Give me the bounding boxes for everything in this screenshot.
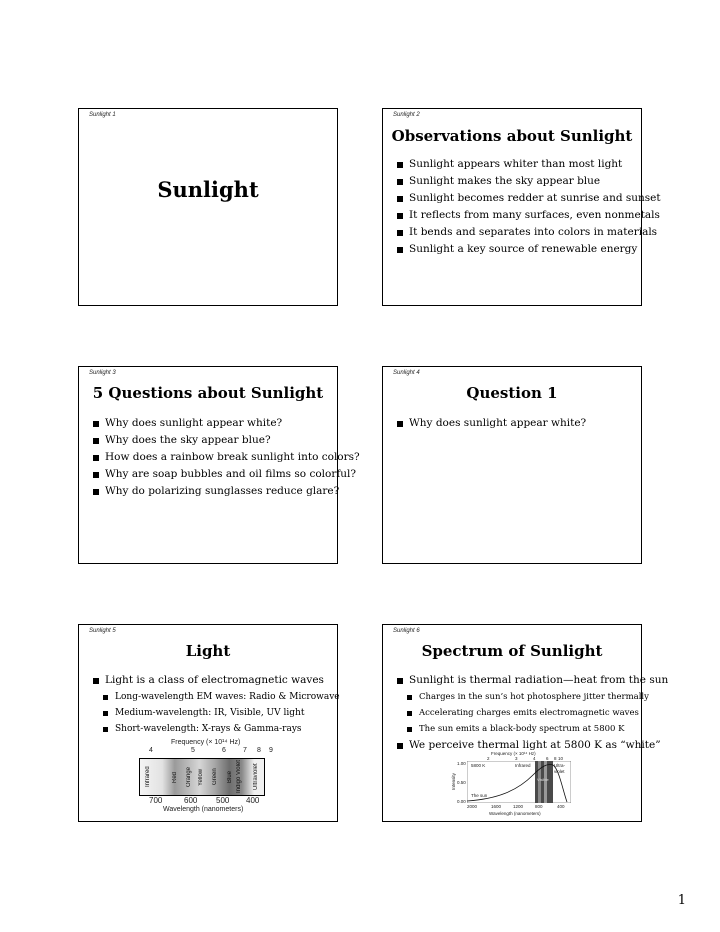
wl-tick: 700: [149, 796, 163, 805]
sun-label: The sun: [471, 793, 488, 798]
sub-list-item: Long-wavelength EM waves: Radio & Microwave: [93, 689, 340, 705]
freq-tick: 2: [487, 756, 490, 761]
wl-tick: 500: [216, 796, 230, 805]
frequency-label: Frequency (× 10¹⁴ Hz): [491, 751, 536, 756]
list-item: Why do polarizing sunglasses reduce glare?: [93, 483, 360, 500]
slide-title: Observations about Sunlight: [391, 127, 633, 145]
band-label: Blue: [227, 771, 233, 784]
bullet-list: [397, 672, 668, 754]
frequency-label: Frequency (× 10¹⁴ Hz): [171, 739, 241, 746]
slide-title: Spectrum of Sunlight: [421, 642, 603, 660]
list-item: Why does sunlight appear white?: [93, 415, 360, 432]
band-label: Infrared: [145, 766, 151, 788]
slide-label: Sunlight 3: [89, 370, 116, 376]
sub-list-item: Short-wavelength: X-rays & Gamma-rays: [93, 721, 340, 737]
slide-title: 5 Questions about Sunlight: [92, 384, 324, 402]
band-label: Ultraviolet: [253, 763, 259, 791]
slide-title: Sunlight: [157, 177, 259, 202]
freq-tick: 8: [554, 756, 557, 761]
wl-tick: 1600: [491, 804, 502, 809]
spectrum-bar: [139, 758, 265, 796]
freq-tick: 6: [222, 747, 226, 754]
slide-label: Sunlight 4: [393, 370, 420, 376]
bullet-list: [397, 156, 661, 258]
wl-tick: 400: [557, 804, 565, 809]
bullet-list: [397, 415, 586, 432]
list-item: We perceive thermal light at 5800 K as “white”: [397, 737, 668, 754]
temperature-label: 5800 K: [471, 763, 486, 768]
slide-label: Sunlight 5: [89, 628, 116, 634]
wl-tick: 600: [184, 796, 198, 805]
visible-spectrum-figure: [139, 739, 279, 817]
bullet-list: [93, 415, 360, 500]
slide-title: Question 1: [466, 384, 558, 402]
visible-label: Visible: [537, 777, 549, 782]
band-label: Yellow: [198, 768, 204, 786]
wavelength-label: Wavelength (nanometers): [163, 806, 244, 813]
wl-tick: 400: [246, 796, 260, 805]
slide-5: [78, 624, 338, 822]
bullet-list: [93, 672, 340, 737]
slide-label: Sunlight 6: [393, 628, 420, 634]
band-label: Orange: [186, 767, 192, 788]
list-item: How does a rainbow break sunlight into colors?: [93, 449, 360, 466]
y-tick: 1.00: [457, 761, 466, 766]
freq-tick: 9: [269, 747, 273, 754]
wl-tick: 1200: [513, 804, 524, 809]
freq-tick: 4: [149, 747, 153, 754]
freq-tick: 10: [558, 756, 564, 761]
sub-list-item: The sun emits a black-body spectrum at 5800 K: [397, 721, 668, 737]
sub-list-item: Accelerating charges emits electromagnetic waves: [397, 705, 668, 721]
wl-tick: 2000: [467, 804, 478, 809]
slide-title: Light: [185, 642, 231, 660]
list-item: Sunlight is thermal radiation—heat from the sun: [397, 672, 668, 689]
ultraviolet-label: Ultra-violet: [554, 763, 565, 774]
list-item: Sunlight becomes redder at sunrise and sunset: [397, 190, 661, 207]
freq-tick: 6: [546, 756, 549, 761]
list-item: Sunlight makes the sky appear blue: [397, 173, 661, 190]
slide-4: [382, 366, 642, 564]
freq-tick: 7: [243, 747, 247, 754]
slide-6: [382, 624, 669, 822]
list-item: It reflects from many surfaces, even nonmetals: [397, 207, 661, 224]
blackbody-spectrum-figure: [450, 751, 573, 819]
slide-label: Sunlight 1: [89, 112, 116, 118]
list-item: Sunlight a key source of renewable energy: [397, 241, 661, 258]
band-label: Indigo Violet: [236, 760, 242, 794]
y-axis-label: Intensity: [450, 773, 456, 790]
list-item: It bends and separates into colors in materials: [397, 224, 661, 241]
list-item: Sunlight appears whiter than most light: [397, 156, 661, 173]
freq-tick: 4: [533, 756, 536, 761]
band-label: Green: [212, 768, 218, 786]
band-label: Red: [172, 771, 178, 783]
slide-1: [78, 108, 338, 306]
y-tick: 0.00: [457, 799, 466, 804]
slide-3: [78, 366, 360, 564]
wl-tick: 800: [535, 804, 543, 809]
sub-list-item: Charges in the sun’s hot photosphere jitter thermally: [397, 689, 668, 705]
list-item: Light is a class of electromagnetic waves: [93, 672, 340, 689]
page-number: 1: [677, 893, 686, 908]
list-item: Why does sunlight appear white?: [397, 415, 586, 432]
list-item: Why are soap bubbles and oil films so colorful?: [93, 466, 360, 483]
y-tick: 0.50: [457, 780, 466, 785]
slide-label: Sunlight 2: [393, 112, 420, 118]
list-item: Why does the sky appear blue?: [93, 432, 360, 449]
infrared-label: Infrared: [515, 763, 531, 768]
slide-2: [382, 108, 661, 306]
freq-tick: 3: [515, 756, 518, 761]
freq-tick: 5: [191, 747, 195, 754]
freq-tick: 8: [257, 747, 261, 754]
sub-list-item: Medium-wavelength: IR, Visible, UV light: [93, 705, 340, 721]
wavelength-label: Wavelength (nanometers): [489, 811, 541, 816]
